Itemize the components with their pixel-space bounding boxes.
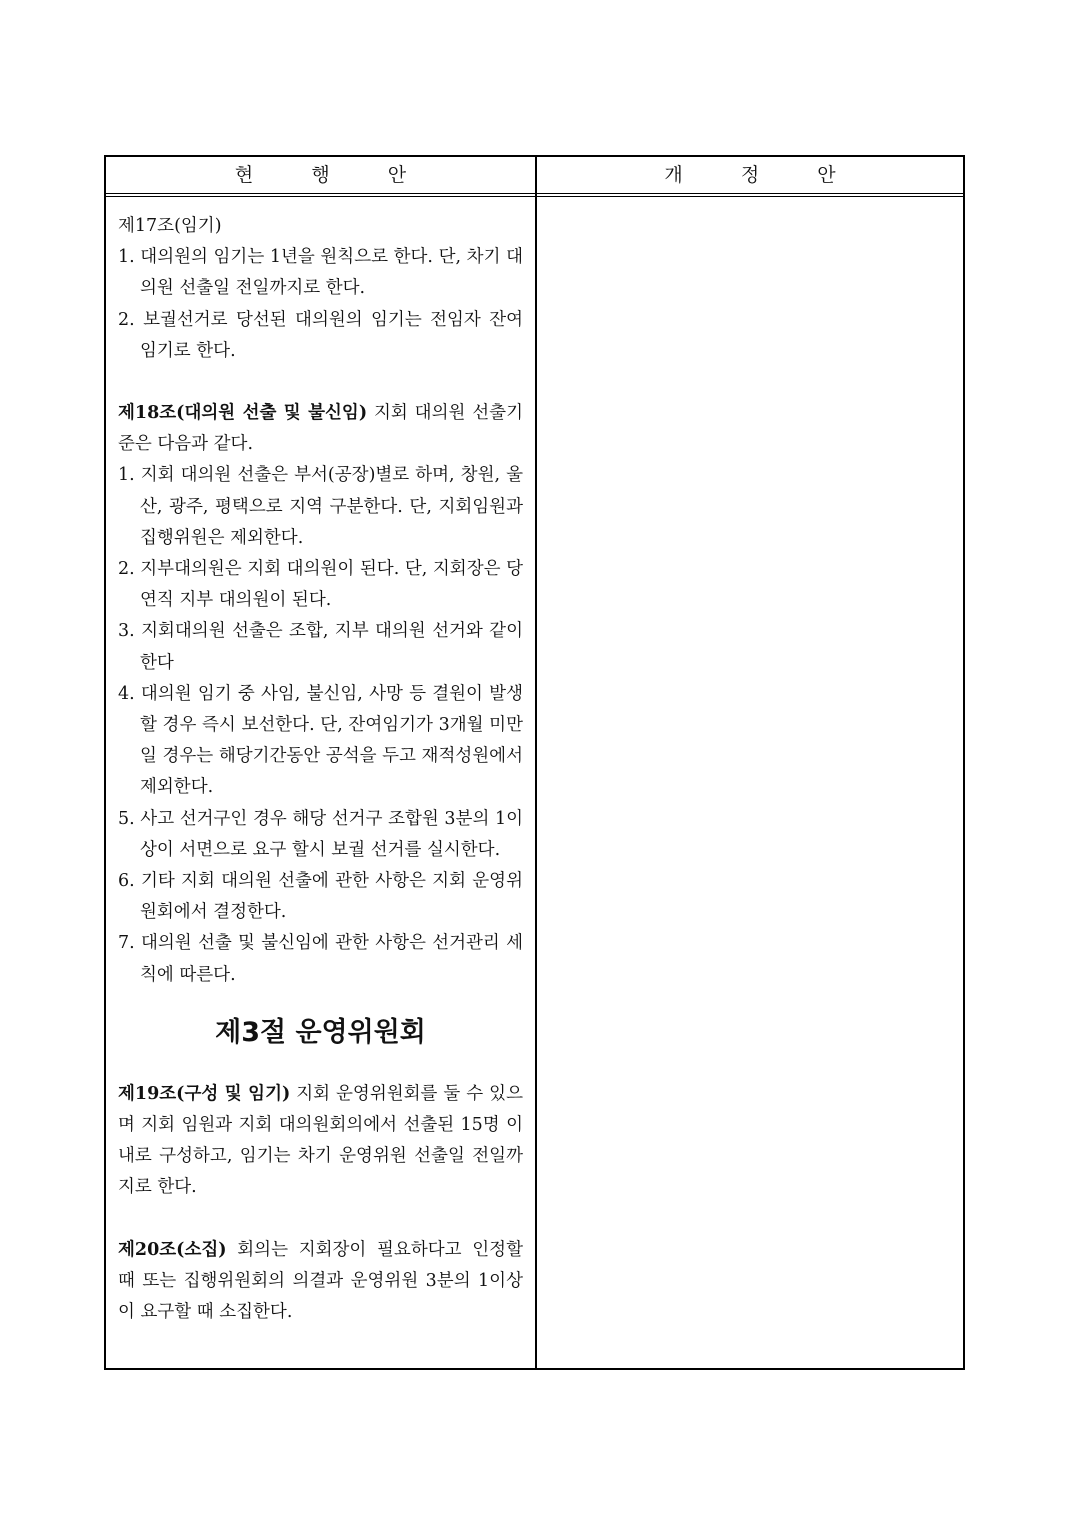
- revised-version-header: 개 정 안: [664, 164, 836, 186]
- article-20-title: 제20조(소집): [118, 1239, 227, 1260]
- section-3-title: 제3절 운영위원회: [215, 1016, 426, 1048]
- list-item: 2. 지부대의원은 지회 대의원이 된다. 단, 지회장은 당연직 지부 대의원이 된다.: [118, 559, 523, 611]
- article-17-title: 제17조(임기): [118, 216, 222, 236]
- article-18-title: 제18조(대의원 선출 및 불신임): [118, 403, 368, 424]
- column-divider: [535, 157, 537, 1368]
- article-17-items: [118, 242, 523, 367]
- list-item: 1. 대의원의 임기는 1년을 원칙으로 한다. 단, 차기 대의원 선출일 전일까지로 한다.: [118, 247, 523, 299]
- article-20: [118, 1235, 523, 1329]
- list-item: 7. 대의원 선출 및 불신임에 관한 사항은 선거관리 세칙에 따른다.: [118, 933, 523, 985]
- article-20-body: 회의는 지회장이 필요하다고 인정할 때 또는 집행위원회의 의결과 운영위원 3분의 1이상이 요구할 때 소집한다.: [118, 1239, 523, 1323]
- list-item: 6. 기타 지회 대의원 선출에 관한 사항은 지회 운영위원회에서 결정한다.: [118, 871, 523, 923]
- article-18: [118, 398, 523, 460]
- list-item: 4. 대의원 임기 중 사임, 불신임, 사망 등 결원이 발생할 경우 즉시 보선한다. 단, 잔여임기가 3개월 미만일 경우는 해당기간동안 공석을 두고 재적성원에서 제외한다.: [118, 683, 523, 798]
- article-19: [118, 1079, 523, 1204]
- list-item: 2. 보궐선거로 당선된 대의원의 임기는 전임자 잔여 임기로 한다.: [118, 309, 523, 361]
- list-item: 1. 지회 대의원 선출은 부서(공장)별로 하며, 창원, 울산, 광주, 평택으로 지역 구분한다. 단, 지회임원과 집행위원은 제외한다.: [118, 465, 523, 548]
- list-item: 5. 사고 선거구인 경우 해당 선거구 조합원 3분의 1이상이 서면으로 요구 할시 보궐 선거를 실시한다.: [118, 808, 523, 860]
- spacer: [118, 1204, 523, 1235]
- current-version-column: [118, 211, 523, 1328]
- article-19-title: 제19조(구성 및 임기): [118, 1083, 291, 1104]
- current-version-header: 현 행 안: [234, 164, 407, 186]
- article-18-items: [118, 460, 523, 990]
- comparison-table: [104, 155, 965, 1370]
- article-19-body: 지회 운영위원회를 둘 수 있으며 지회 임원과 지회 대의원회의에서 선출된 15명 이내로 구성하고, 임기는 차기 운영위원 선출일 전일까지로 한다.: [118, 1083, 523, 1198]
- spacer: [118, 367, 523, 398]
- article-18-body: 지회 대의원 선출기준은 다음과 같다.: [118, 403, 523, 455]
- list-item: 3. 지회대의원 선출은 조합, 지부 대의원 선거와 같이 한다: [118, 621, 523, 673]
